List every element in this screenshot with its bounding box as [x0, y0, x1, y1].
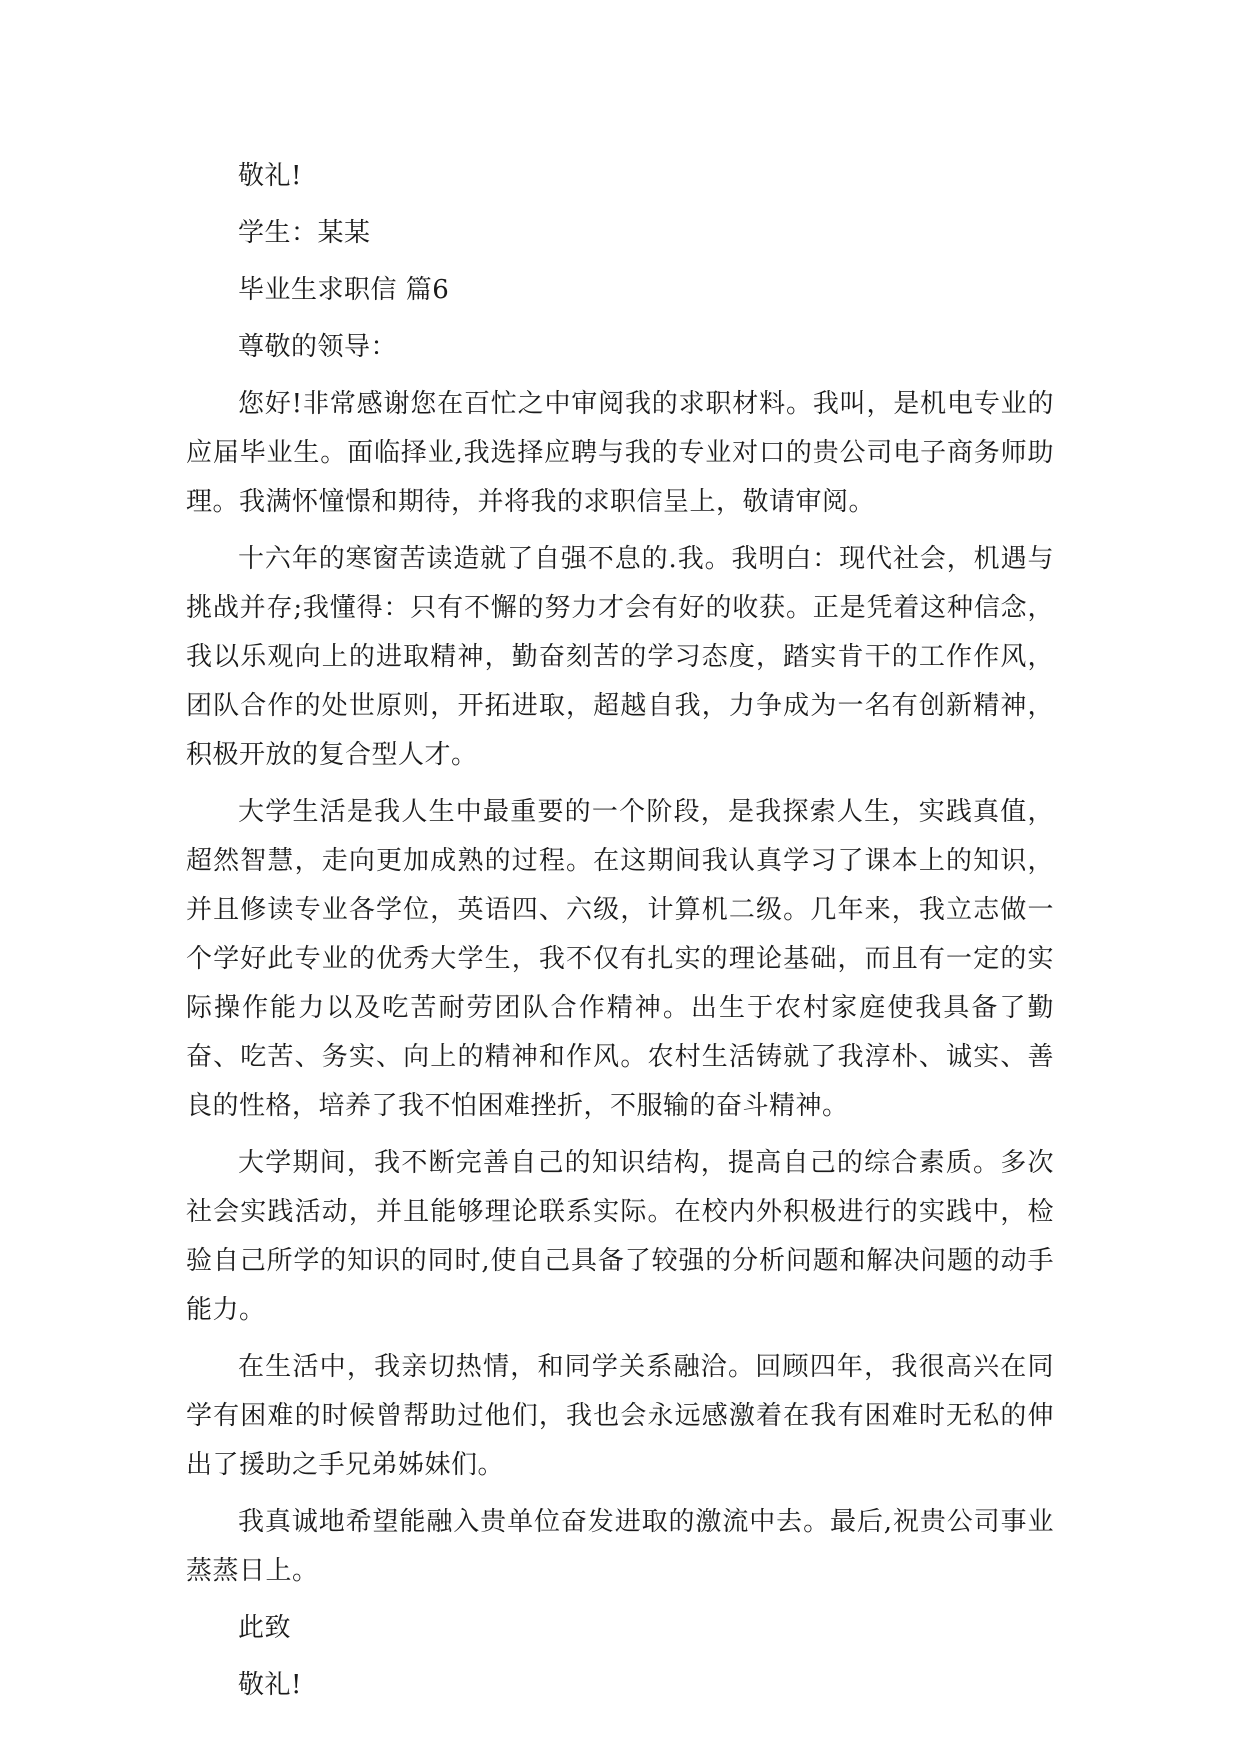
- paragraph-practice: 大学期间，我不断完善自己的知识结构，提高自己的综合素质。多次社会实践活动，并且能够理论联系实际。在校内外积极进行的实践中，检验自己所学的知识的同时,使自己具备了较强的分析问题和解决问题的动手能力。: [186, 1148, 1054, 1325]
- closing-salute: 敬礼!: [238, 1670, 302, 1700]
- paragraph-life: 在生活中，我亲切热情，和同学关系融洽。回顾四年，我很高兴在同学有困难的时候曾帮助过他们，我也会永远感激着在我有困难时无私的伸出了援助之手兄弟姊妹们。: [186, 1352, 1054, 1480]
- signature-line: 学生：某某: [238, 218, 371, 248]
- section-heading: 毕业生求职信 篇6: [238, 275, 450, 305]
- paragraph-university-life: 大学生活是我人生中最重要的一个阶段，是我探索人生，实践真值，超然智慧，走向更加成熟的过程。在这期间我认真学习了课本上的知识，并且修读专业各学位，英语四、六级，计算机二级。几年来，我立志做一个学好此专业的优秀大学生，我不仅有扎实的理论基础，而且有一定的实际操作能力以及吃苦耐劳团队合作精神。出生于农村家庭使我具备了勤奋、吃苦、务实、向上的精神和作风。农村生活铸就了我淳朴、诚实、善良的性格，培养了我不怕困难挫折，不服输的奋斗精神。: [186, 797, 1054, 1121]
- greeting: 尊敬的领导：: [238, 332, 398, 362]
- paragraph-closing-wish: 我真诚地希望能融入贵单位奋发进取的激流中去。最后,祝贵公司事业蒸蒸日上。: [186, 1507, 1054, 1586]
- paragraph-intro: 您好!非常感谢您在百忙之中审阅我的求职材料。我叫，是机电专业的应届毕业生。面临择业,我选择应聘与我的专业对口的贵公司电子商务师助理。我满怀憧憬和期待，并将我的求职信呈上，敬请审阅。: [186, 389, 1054, 517]
- paragraph-motivation: 十六年的寒窗苦读造就了自强不息的.我。我明白：现代社会，机遇与挑战并存;我懂得：只有不懈的努力才会有好的收获。正是凭着这种信念，我以乐观向上的进取精神，勤奋刻苦的学习态度，踏实肯干的工作作风，团队合作的处世原则，开拓进取，超越自我，力争成为一名有创新精神，积极开放的复合型人才。: [186, 544, 1054, 770]
- letter-body: [186, 152, 1054, 1718]
- closing-phrase: 此致: [238, 1613, 292, 1643]
- closing-salute-top: 敬礼!: [238, 161, 302, 191]
